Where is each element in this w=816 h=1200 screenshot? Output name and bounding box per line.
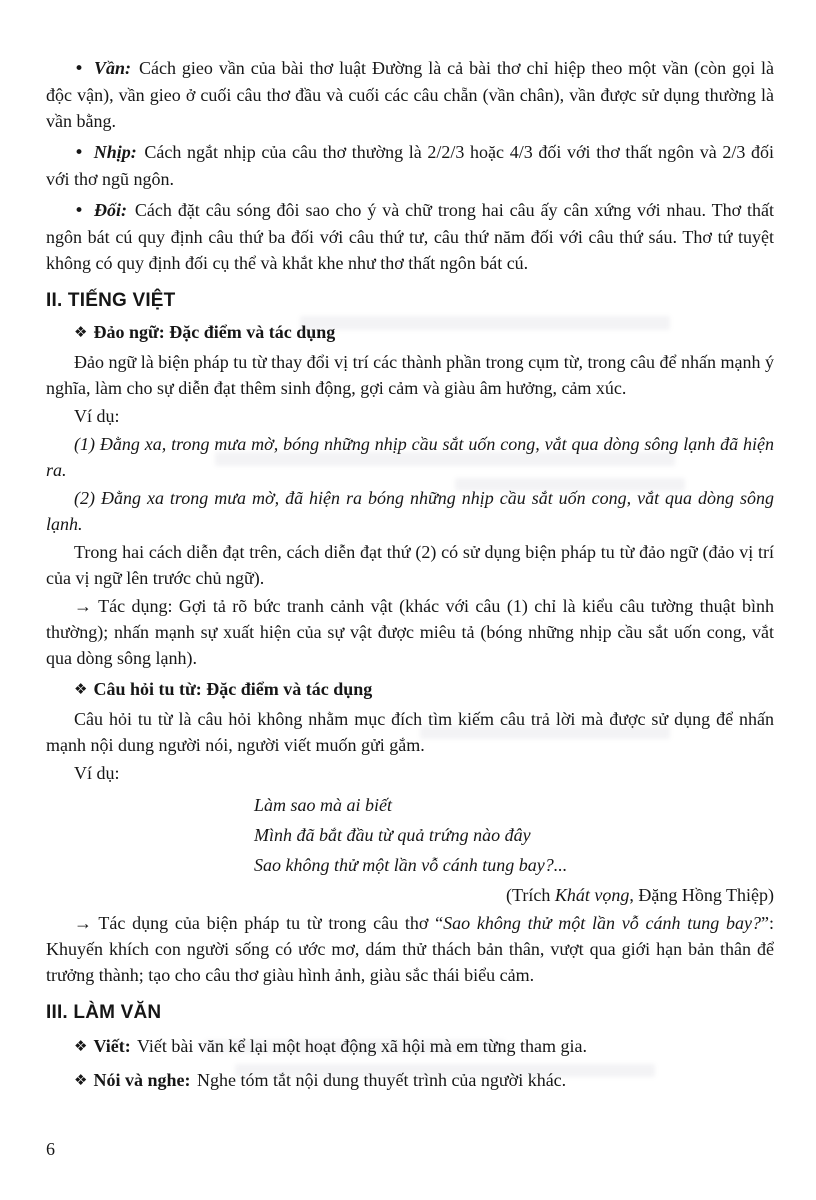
example-number: (2) <box>74 488 95 508</box>
example-text: Đằng xa trong mưa mờ, đã hiện ra bóng những nhịp cầu sắt uốn cong, vắt qua dòng sông lạnh. <box>46 488 775 534</box>
diamond-icon: ❖ <box>74 1037 88 1055</box>
lam-van-item-viet <box>46 1033 774 1060</box>
bullet-item-doi <box>46 197 774 276</box>
task-text: Viết bài văn kể lại một hoạt động xã hội mà em từng tham gia. <box>136 1036 588 1056</box>
term-definition-van: Cách gieo vần của bài thơ luật Đường là cả bài thơ chỉ hiệp theo một vần (còn gọi là độc vận), vần gieo ở cuối câu thơ đầu và cuối các câu chẵn (vần chân), vần được sử dụng thường là vần bằng. <box>46 58 775 131</box>
paragraph-chtt-intro: Câu hỏi tu từ là câu hỏi không nhằm mục đích tìm kiếm câu trả lời mà được sử dụng để nhấn mạnh nội dung người nói, người viết muốn gửi gắm. <box>46 709 774 755</box>
term-label-nhip: Nhịp: <box>93 142 137 162</box>
subsection-title: Đảo ngữ: Đặc điểm và tác dụng <box>93 322 336 342</box>
term-definition-nhip: Cách ngắt nhịp của câu thơ thường là 2/2/3 hoặc 4/3 đối với thơ thất ngôn và 2/3 đối với thơ ngũ ngôn. <box>46 142 775 189</box>
example-text: Đằng xa, trong mưa mờ, bóng những nhịp cầu sắt uốn cong, vắt qua dòng sông lạnh đã hiện ra. <box>46 434 775 480</box>
quoted-verse: Sao không thử một lần vỗ cánh tung bay? <box>443 913 761 933</box>
task-text: Nghe tóm tắt nội dung thuyết trình của người khác. <box>196 1070 567 1090</box>
task-label-viet: Viết: <box>93 1036 131 1056</box>
poem-block <box>254 790 774 880</box>
bullet-icon: • <box>74 59 85 79</box>
diamond-icon: ❖ <box>74 323 88 341</box>
paragraph-dao-ngu-intro: Đảo ngữ là biện pháp tu từ thay đổi vị trí các thành phần trong cụm từ, trong câu để nhấn mạnh ý nghĩa, làm cho sự diễn đạt thêm sinh động, gợi cảm và giàu âm hưởng, cảm xúc. <box>46 352 774 398</box>
poem-line: Sao không thử một lần vỗ cánh tung bay?... <box>254 855 568 875</box>
subsection-heading-cau-hoi-tu-tu <box>46 676 774 703</box>
example-number: (1) <box>74 434 95 454</box>
vi-du-label: Ví dụ: <box>74 763 120 783</box>
prosody-section <box>46 55 774 276</box>
paragraph-chtt-effect: → Tác dụng của biện pháp tu từ trong câu thơ “Sao không thử một lần vỗ cánh tung bay?”: Khuyến khích con người sống có ước mơ, dám thử thách bản thân, vượt qua giới hạn bản thân để trưởng thành; tạo cho câu thơ giàu hình ảnh, giàu sắc thái biểu cảm. <box>46 913 774 985</box>
poem-line: Mình đã bắt đầu từ quả trứng nào đây <box>254 825 531 845</box>
section-heading-lam-van: III. LÀM VĂN <box>46 1002 162 1023</box>
bullet-icon: • <box>74 201 85 221</box>
subsection-title: Câu hỏi tu từ: Đặc điểm và tác dụng <box>93 679 373 699</box>
term-label-van: Vần: <box>93 58 131 78</box>
bullet-icon: • <box>74 143 85 163</box>
bullet-item-nhip <box>46 139 774 192</box>
paragraph-dao-ngu-effect: → Tác dụng: Gợi tả rõ bức tranh cảnh vật (khác với câu (1) chỉ là kiểu câu tường thuật bình thường); nhấn mạnh sự xuất hiện của sự vật được miêu tả (bóng những nhịp cầu sắt uốn cong, vắt qua dòng sông lạnh). <box>46 596 774 668</box>
lam-van-item-noi-va-nghe <box>46 1067 774 1094</box>
page-number: 6 <box>46 1139 55 1159</box>
example-sentence-2 <box>46 485 774 537</box>
work-title: Khát vọng <box>554 885 630 905</box>
term-label-doi: Đối: <box>93 200 127 220</box>
example-sentence-1 <box>46 431 774 483</box>
vi-du-label: Ví dụ: <box>74 406 120 426</box>
subsection-cau-hoi-tu-tu <box>46 676 774 988</box>
paragraph-dao-ngu-analysis: Trong hai cách diễn đạt trên, cách diễn đạt thứ (2) có sử dụng biện pháp tu từ đảo ngữ (đảo vị trí của vị ngữ lên trước chủ ngữ). <box>46 542 774 588</box>
term-definition-doi: Cách đặt câu sóng đôi sao cho ý và chữ trong hai câu ấy cân xứng với nhau. Thơ thất ngôn bát cú quy định câu thứ ba đối với câu thứ tư, câu thứ năm đối với câu thứ sáu. Thơ tứ tuyệt không có quy định đối cụ thể và khắt khe như thơ thất ngôn bát cú. <box>46 200 775 273</box>
poem-line: Làm sao mà ai biết <box>254 795 393 815</box>
lam-van-section <box>46 1033 774 1094</box>
bullet-item-van <box>46 55 774 134</box>
section-heading-tieng-viet: II. TIẾNG VIỆT <box>46 290 176 311</box>
subsection-dao-ngu <box>46 319 774 671</box>
task-label-noi-va-nghe: Nói và nghe: <box>93 1070 191 1090</box>
diamond-icon: ❖ <box>74 680 88 698</box>
diamond-icon: ❖ <box>74 1071 88 1089</box>
poem-attribution: (Trích Khát vọng, Đặng Hồng Thiệp) <box>506 885 774 905</box>
subsection-heading-dao-ngu <box>46 319 774 346</box>
